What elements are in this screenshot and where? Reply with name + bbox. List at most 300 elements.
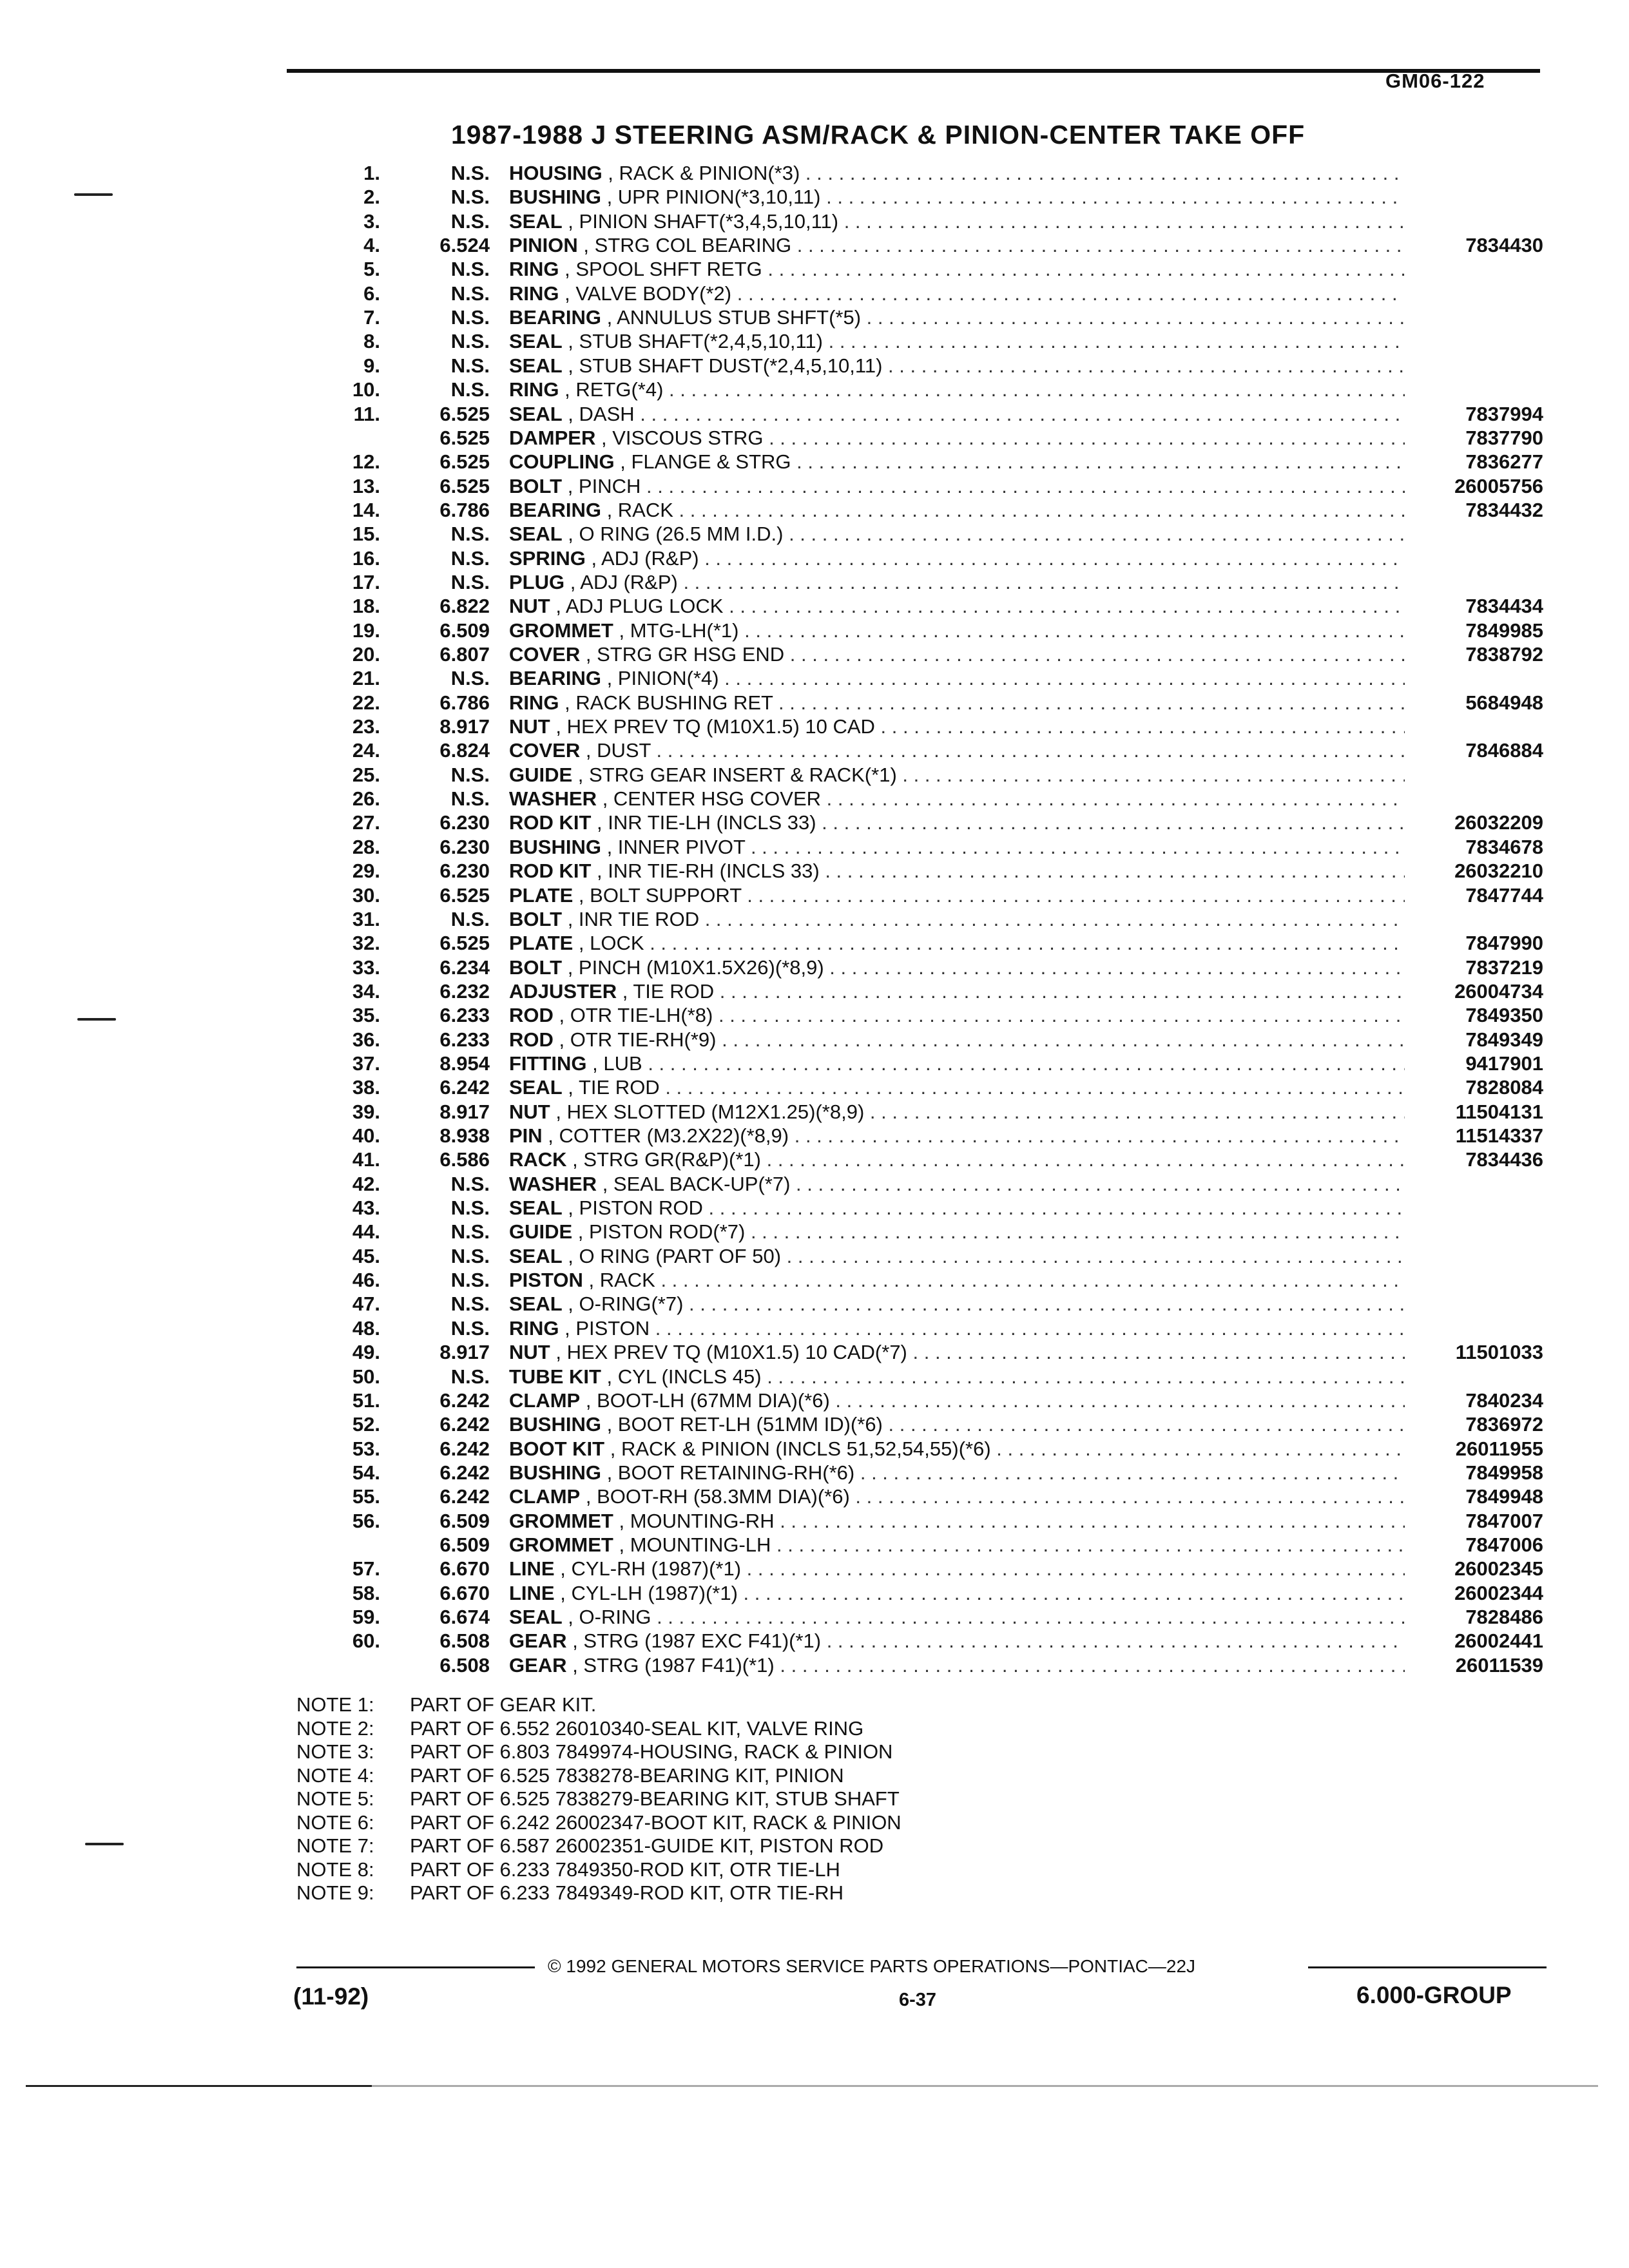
part-detail: STRG (1987 F41)(*1) [583, 1653, 775, 1677]
group-number: N.S. [450, 1269, 490, 1292]
item-number: 20. [352, 643, 380, 666]
part-description: PISTON , RACK . . . [509, 1268, 1405, 1292]
part-detail: CYL (INCLS 45) [617, 1365, 762, 1388]
part-row [0, 329, 1629, 353]
part-row [0, 185, 1629, 209]
note-label: NOTE 5: [296, 1787, 374, 1810]
item-number: 19. [352, 619, 380, 642]
part-row [0, 1365, 1629, 1389]
part-detail: RACK & PINION (INCLS 51,52,54,55)(*6) [621, 1437, 991, 1460]
note-text: PART OF 6.233 7849349-ROD KIT, OTR TIE-RH [410, 1881, 844, 1904]
note-line [296, 1811, 901, 1835]
item-number: 28. [352, 835, 380, 858]
part-name: PISTON [509, 1269, 583, 1292]
part-row [0, 1148, 1629, 1171]
part-description: BOLT , INR TIE ROD . . . [509, 907, 1405, 931]
part-detail: HEX PREV TQ (M10X1.5) 10 CAD [566, 715, 875, 738]
part-number: 26011955 [1455, 1437, 1543, 1460]
part-number: 26004734 [1454, 979, 1543, 1003]
part-name: CLAMP [509, 1389, 581, 1412]
group-number: 6.786 [439, 691, 490, 714]
part-description: COVER , STRG GR HSG END . . . [509, 642, 1405, 666]
part-number: 26002345 [1454, 1557, 1543, 1581]
date-code: (11-92) [293, 1983, 369, 2010]
part-name: NUT [509, 1341, 550, 1364]
part-name: HOUSING [509, 162, 602, 184]
part-row [0, 426, 1629, 450]
item-number: 57. [352, 1557, 380, 1581]
part-name: BOOT KIT [509, 1437, 605, 1460]
group-number: 6.230 [439, 860, 490, 883]
part-row [0, 522, 1629, 546]
part-row [0, 1461, 1629, 1485]
group-number: 8.917 [439, 715, 490, 738]
part-description: BUSHING , BOOT RET-LH (51MM ID)(*6) . . . [509, 1412, 1405, 1436]
part-row [0, 450, 1629, 474]
part-name: SEAL [509, 1076, 563, 1099]
part-number: 7847006 [1465, 1533, 1543, 1556]
part-detail: RETG(*4) [575, 378, 664, 401]
part-row [0, 1509, 1629, 1533]
part-detail: COTTER (M3.2X22)(*8,9) [559, 1124, 789, 1147]
document-id: GM06-122 [1385, 70, 1485, 92]
part-description: BUSHING , UPR PINION(*3,10,11) . . . [509, 185, 1405, 209]
part-description: RACK , STRG GR(R&P)(*1) . . . [509, 1148, 1405, 1171]
part-description: COVER , DUST . . . [509, 738, 1405, 762]
group-number: N.S. [450, 1196, 490, 1220]
group-number: 6.525 [439, 402, 490, 425]
part-row [0, 738, 1629, 762]
part-description: BEARING , PINION(*4) . . . [509, 666, 1405, 690]
group-number: 6.525 [439, 474, 490, 497]
part-row [0, 257, 1629, 281]
part-name: SEAL [509, 330, 563, 353]
binder-mark [85, 1843, 124, 1845]
part-name: GUIDE [509, 1220, 573, 1244]
part-detail: INR TIE-RH (INCLS 33) [608, 860, 820, 883]
group-number: 6.670 [439, 1581, 490, 1604]
group-number: 6.525 [439, 883, 490, 907]
item-number: 8. [363, 330, 380, 353]
group-number: 6.525 [439, 932, 490, 955]
part-description: WASHER , SEAL BACK-UP(*7) . . . [509, 1172, 1405, 1196]
item-number: 51. [352, 1389, 380, 1412]
part-row [0, 594, 1629, 618]
note-label: NOTE 2: [296, 1716, 374, 1740]
part-name: BEARING [509, 667, 601, 690]
part-row [0, 642, 1629, 666]
part-number: 7837219 [1465, 956, 1543, 979]
part-detail: UPR PINION(*3,10,11) [617, 186, 821, 209]
note-label: NOTE 9: [296, 1881, 374, 1904]
part-description: ROD , OTR TIE-LH(*8) . . . [509, 1003, 1405, 1027]
part-row [0, 1605, 1629, 1629]
part-detail: STRG GR(R&P)(*1) [583, 1148, 761, 1171]
copyright-text: © 1992 GENERAL MOTORS SERVICE PARTS OPERATIONS—PONTIAC—22J [548, 1956, 1196, 1976]
group-number: 6.586 [439, 1148, 490, 1171]
item-number: 58. [352, 1581, 380, 1604]
part-name: SPRING [509, 546, 586, 570]
part-name: SEAL [509, 1606, 563, 1628]
group-number: 6.232 [439, 979, 490, 1003]
part-detail: PISTON ROD [579, 1196, 703, 1220]
part-description: NUT , HEX SLOTTED (M12X1.25)(*8,9) . . . [509, 1100, 1405, 1124]
part-number: 26032209 [1454, 811, 1543, 834]
part-name: RING [509, 691, 559, 714]
item-number: 56. [352, 1509, 380, 1532]
part-name: GROMMET [509, 1509, 613, 1532]
part-description: PIN , COTTER (M3.2X22)(*8,9) . . . [509, 1124, 1405, 1148]
part-description: RING , PISTON . . . [509, 1316, 1405, 1340]
part-number: 5684948 [1465, 691, 1543, 714]
group-number: N.S. [450, 209, 490, 233]
part-description: GROMMET , MOUNTING-LH . . . [509, 1533, 1405, 1557]
part-detail: HEX SLOTTED (M12X1.25)(*8,9) [566, 1100, 865, 1123]
part-name: RING [509, 378, 559, 401]
part-description: BEARING , RACK . . . [509, 498, 1405, 522]
part-number: 7837790 [1465, 426, 1543, 449]
part-name: SEAL [509, 402, 563, 425]
group-number: N.S. [450, 546, 490, 570]
part-detail: LOCK [590, 932, 644, 955]
part-row [0, 859, 1629, 883]
item-number: 34. [352, 979, 380, 1003]
part-name: WASHER [509, 787, 597, 811]
part-description: BOOT KIT , RACK & PINION (INCLS 51,52,54,55)(*6) . . . [509, 1437, 1405, 1461]
part-description: BEARING , ANNULUS STUB SHFT(*5) . . . [509, 305, 1405, 329]
part-number: 11501033 [1455, 1341, 1543, 1364]
part-name: PIN [509, 1124, 543, 1147]
part-description: FITTING , LUB . . . [509, 1052, 1405, 1075]
binder-mark [77, 1018, 116, 1021]
part-detail: ADJ PLUG LOCK [565, 595, 724, 618]
part-description: GUIDE , STRG GEAR INSERT & RACK(*1) . . . [509, 763, 1405, 787]
part-number: 26005756 [1454, 474, 1543, 497]
part-name: CLAMP [509, 1485, 581, 1508]
part-row [0, 979, 1629, 1003]
part-name: RING [509, 282, 559, 305]
part-name: PLATE [509, 883, 574, 907]
part-row [0, 161, 1629, 185]
part-description: HOUSING , RACK & PINION(*3) . . . [509, 161, 1405, 185]
part-description: SEAL , STUB SHAFT DUST(*2,4,5,10,11) . . . [509, 354, 1405, 378]
part-detail: BOOT-RH (58.3MM DIA)(*6) [597, 1485, 850, 1508]
part-row [0, 546, 1629, 570]
item-number: 2. [363, 186, 380, 209]
part-detail: STUB SHAFT(*2,4,5,10,11) [579, 330, 823, 353]
part-row [0, 1172, 1629, 1196]
part-description: PINION , STRG COL BEARING . . . [509, 233, 1405, 257]
group-number: N.S. [450, 907, 490, 930]
note-label: NOTE 6: [296, 1811, 374, 1834]
part-number: 7838792 [1465, 643, 1543, 666]
part-row [0, 1533, 1629, 1557]
part-number: 11504131 [1455, 1100, 1543, 1123]
part-name: SEAL [509, 523, 563, 546]
note-label: NOTE 1: [296, 1693, 374, 1716]
part-name: WASHER [509, 1172, 597, 1195]
part-name: RING [509, 1316, 559, 1340]
group-number: 6.824 [439, 739, 490, 762]
footer-rule-left [296, 1966, 535, 1968]
part-description: NUT , HEX PREV TQ (M10X1.5) 10 CAD . . . [509, 715, 1405, 738]
part-description: COUPLING , FLANGE & STRG . . . [509, 450, 1405, 474]
group-number: 8.917 [439, 1341, 490, 1364]
part-row [0, 931, 1629, 955]
note-label: NOTE 4: [296, 1763, 374, 1787]
part-name: NUT [509, 1100, 550, 1123]
item-number: 38. [352, 1076, 380, 1099]
part-description: SEAL , O-RING(*7) . . . [509, 1292, 1405, 1316]
part-detail: PINCH (M10X1.5X26)(*8,9) [578, 956, 824, 979]
part-row [0, 811, 1629, 834]
group-number: 6.234 [439, 956, 490, 979]
part-number: 7849349 [1465, 1028, 1543, 1051]
item-number: 35. [352, 1004, 380, 1027]
group-number: N.S. [450, 667, 490, 690]
part-name: PLATE [509, 932, 574, 955]
part-number: 7834436 [1465, 1148, 1543, 1171]
part-name: ROD [509, 1028, 554, 1051]
item-number: 14. [352, 498, 380, 521]
part-row [0, 305, 1629, 329]
item-number: 39. [352, 1100, 380, 1123]
part-detail: RACK & PINION(*3) [619, 162, 800, 184]
note-line [296, 1881, 901, 1905]
part-description: SEAL , O-RING . . . [509, 1605, 1405, 1629]
group-number: N.S. [450, 378, 490, 401]
part-name: PINION [509, 234, 578, 257]
item-number: 27. [352, 811, 380, 834]
part-name: BEARING [509, 306, 601, 329]
group-number: N.S. [450, 330, 490, 353]
part-number: 7828084 [1465, 1076, 1543, 1099]
group-number: N.S. [450, 186, 490, 209]
part-detail: VISCOUS STRG [612, 426, 764, 449]
group-number: N.S. [450, 787, 490, 811]
item-number: 7. [363, 306, 380, 329]
part-detail: PINCH [578, 474, 641, 497]
group-number: 6.807 [439, 643, 490, 666]
part-description: PLATE , LOCK . . . [509, 931, 1405, 955]
part-detail: MOUNTING-LH [630, 1533, 771, 1556]
group-number: 6.242 [439, 1389, 490, 1412]
part-name: DAMPER [509, 426, 596, 449]
part-detail: TIE ROD [578, 1076, 660, 1099]
part-row [0, 498, 1629, 522]
part-description: BOLT , PINCH (M10X1.5X26)(*8,9) . . . [509, 956, 1405, 979]
part-description: GEAR , STRG (1987 F41)(*1) . . . [509, 1653, 1405, 1677]
part-row [0, 570, 1629, 594]
group-number: 6.525 [439, 426, 490, 449]
part-detail: SPOOL SHFT RETG [575, 258, 762, 281]
footer-rule-right [1308, 1966, 1547, 1968]
part-name: ROD KIT [509, 811, 592, 834]
group-number: N.S. [450, 1316, 490, 1340]
group-number: N.S. [450, 306, 490, 329]
item-number: 47. [352, 1293, 380, 1316]
item-number: 53. [352, 1437, 380, 1460]
part-description: WASHER , CENTER HSG COVER . . . [509, 787, 1405, 811]
part-description: SEAL , O RING (PART OF 50) . . . [509, 1244, 1405, 1268]
part-description: BOLT , PINCH . . . [509, 474, 1405, 498]
part-row [0, 1485, 1629, 1508]
part-row [0, 1052, 1629, 1075]
part-number: 7849350 [1465, 1004, 1543, 1027]
note-label: NOTE 8: [296, 1858, 374, 1881]
group-number: 6.509 [439, 1533, 490, 1556]
item-number: 40. [352, 1124, 380, 1147]
item-number: 46. [352, 1269, 380, 1292]
item-number: 15. [352, 523, 380, 546]
part-name: BOLT [509, 956, 563, 979]
part-description: ADJUSTER , TIE ROD . . . [509, 979, 1405, 1003]
part-description: BUSHING , BOOT RETAINING-RH(*6) . . . [509, 1461, 1405, 1485]
part-description: TUBE KIT , CYL (INCLS 45) . . . [509, 1365, 1405, 1389]
note-text: PART OF 6.525 7838279-BEARING KIT, STUB SHAFT [410, 1787, 900, 1810]
part-number: 7847990 [1465, 932, 1543, 955]
part-number: 7834430 [1465, 234, 1543, 257]
part-detail: PINION SHAFT(*3,4,5,10,11) [579, 209, 839, 233]
item-number: 12. [352, 450, 380, 474]
part-name: NUT [509, 595, 550, 618]
part-number: 9417901 [1465, 1052, 1543, 1075]
part-description: RING , VALVE BODY(*2) . . . [509, 282, 1405, 305]
note-line [296, 1764, 901, 1788]
note-line [296, 1787, 901, 1811]
part-detail: BOLT SUPPORT [590, 883, 742, 907]
part-detail: MOUNTING-RH [630, 1509, 775, 1532]
group-number: N.S. [450, 354, 490, 377]
part-detail: PISTON [575, 1316, 650, 1340]
part-detail: DUST [597, 739, 651, 762]
part-detail: O RING (26.5 MM I.D.) [579, 523, 784, 546]
part-detail: OTR TIE-LH(*8) [570, 1004, 713, 1027]
part-detail: MTG-LH(*1) [630, 619, 739, 642]
part-row [0, 1075, 1629, 1099]
part-description: SEAL , O RING (26.5 MM I.D.) . . . [509, 522, 1405, 546]
part-row [0, 1412, 1629, 1436]
part-description: GUIDE , PISTON ROD(*7) . . . [509, 1220, 1405, 1244]
part-description: SPRING , ADJ (R&P) . . . [509, 546, 1405, 570]
part-name: SEAL [509, 1244, 563, 1267]
group-number: 6.525 [439, 450, 490, 474]
part-number: 7846884 [1465, 739, 1543, 762]
part-row [0, 619, 1629, 642]
part-row [0, 1581, 1629, 1605]
note-line [296, 1717, 901, 1741]
part-description: ROD KIT , INR TIE-LH (INCLS 33) . . . [509, 811, 1405, 834]
part-detail: BOOT RET-LH (51MM ID)(*6) [617, 1413, 883, 1436]
part-detail: VALVE BODY(*2) [575, 282, 732, 305]
part-description: SEAL , PINION SHAFT(*3,4,5,10,11) . . . [509, 209, 1405, 233]
page-number: 6-37 [899, 1990, 937, 2010]
item-number: 60. [352, 1629, 380, 1653]
part-row [0, 1557, 1629, 1581]
binder-mark [74, 193, 113, 196]
part-description: SEAL , TIE ROD . . . [509, 1075, 1405, 1099]
part-number: 7840234 [1465, 1389, 1543, 1412]
item-number: 41. [352, 1148, 380, 1171]
group-number: N.S. [450, 258, 490, 281]
group-number: 8.954 [439, 1052, 490, 1075]
part-description: NUT , ADJ PLUG LOCK . . . [509, 594, 1405, 618]
part-detail: RACK BUSHING RET [575, 691, 773, 714]
part-name: SEAL [509, 354, 563, 377]
group-number: 6.242 [439, 1076, 490, 1099]
item-number: 37. [352, 1052, 380, 1075]
group-number: N.S. [450, 1244, 490, 1267]
part-detail: STRG GR HSG END [597, 643, 785, 666]
group-number: 6.509 [439, 1509, 490, 1532]
item-number: 54. [352, 1461, 380, 1484]
item-number: 10. [352, 378, 380, 401]
part-row [0, 282, 1629, 305]
part-detail: O-RING [579, 1606, 651, 1628]
note-line [296, 1693, 901, 1717]
part-row [0, 1653, 1629, 1677]
part-name: BUSHING [509, 1461, 601, 1484]
page-title: 1987-1988 J STEERING ASM/RACK & PINION-CENTER TAKE OFF [451, 120, 1306, 149]
item-number: 21. [352, 667, 380, 690]
part-row [0, 763, 1629, 787]
part-row [0, 1100, 1629, 1124]
item-number: 18. [352, 595, 380, 618]
note-text: PART OF 6.552 26010340-SEAL KIT, VALVE RING [410, 1716, 864, 1740]
part-number: 7847007 [1465, 1509, 1543, 1532]
part-number: 7849958 [1465, 1461, 1543, 1484]
group-number: 6.242 [439, 1485, 490, 1508]
item-number: 13. [352, 474, 380, 497]
item-number: 59. [352, 1606, 380, 1628]
part-number: 7849948 [1465, 1485, 1543, 1508]
item-number: 9. [363, 354, 380, 377]
part-row [0, 907, 1629, 931]
part-row [0, 1220, 1629, 1244]
item-number: 23. [352, 715, 380, 738]
part-name: BOLT [509, 907, 563, 930]
part-number: 7837994 [1465, 402, 1543, 425]
part-row [0, 1316, 1629, 1340]
part-description: ROD , OTR TIE-RH(*9) . . . [509, 1028, 1405, 1052]
part-detail: INNER PIVOT [617, 835, 746, 858]
part-row [0, 1124, 1629, 1148]
page-bottom-line [26, 2085, 1598, 2087]
part-description: DAMPER , VISCOUS STRG . . . [509, 426, 1405, 450]
part-detail: STRG GEAR INSERT & RACK(*1) [589, 763, 897, 786]
part-row [0, 787, 1629, 811]
group-number: N.S. [450, 1293, 490, 1316]
item-number: 25. [352, 763, 380, 786]
group-number: 6.230 [439, 811, 490, 834]
part-name: LINE [509, 1557, 555, 1581]
item-number: 52. [352, 1413, 380, 1436]
part-detail: SEAL BACK-UP(*7) [613, 1172, 791, 1195]
note-label: NOTE 7: [296, 1834, 374, 1857]
group-number: N.S. [450, 1220, 490, 1244]
part-number: 11514337 [1455, 1124, 1543, 1147]
note-line [296, 1858, 901, 1882]
part-name: GEAR [509, 1653, 567, 1677]
item-number: 22. [352, 691, 380, 714]
item-number: 1. [363, 162, 380, 184]
part-row [0, 474, 1629, 498]
part-description: SEAL , DASH . . . [509, 402, 1405, 426]
group-number: 6.670 [439, 1557, 490, 1581]
item-number: 49. [352, 1341, 380, 1364]
part-number: 7834678 [1465, 835, 1543, 858]
item-number: 11. [353, 402, 380, 425]
